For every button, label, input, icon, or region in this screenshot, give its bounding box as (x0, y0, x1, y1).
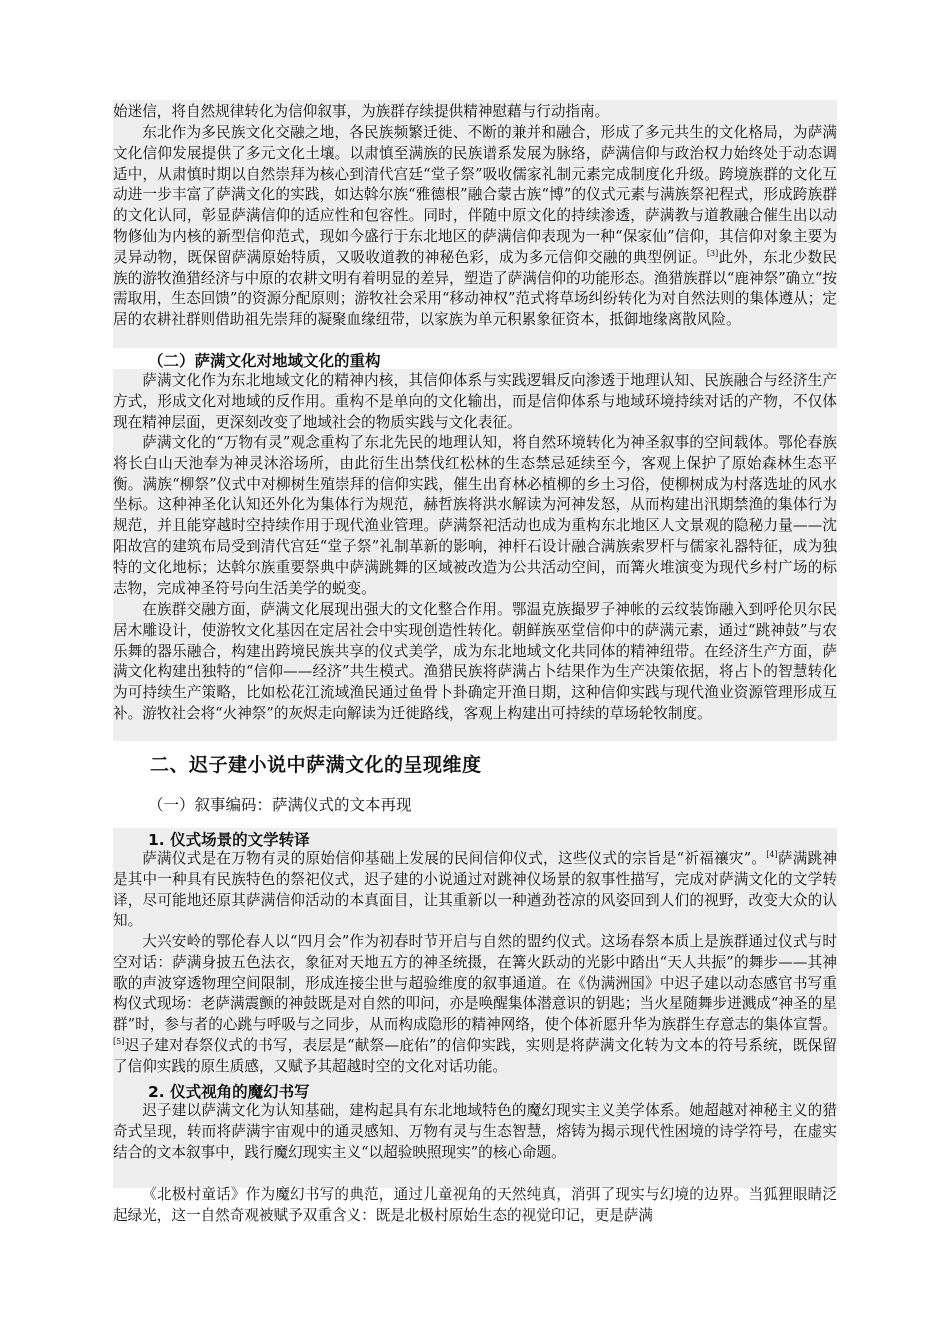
paragraph: 始迷信，将自然规律转化为信仰叙事，为族群存续提供精神慰藉与行动指南。 (113, 103, 610, 120)
paragraph: 大兴安岭的鄂伦春人以“四月会”作为初春时节开启与自然的盟约仪式。这场春祭本质上是族群通过仪式与时空对话：萨满身披五色法衣，象征对天地五方的神圣统摄，在篝火跃动的光影中踏出“天人共振”的舞步——其神歌的声波穿透物理空间限制，形成连接尘世与超验维度的叙事通道。在《伪满洲国》中迟子建以动态感官书写重构仪式现场：老萨满震颤的神鼓既是对自然的叩问，亦是唤醒集体潜意识的钥匙；当火星随舞步迸溅成“神圣的星群”时，参与者的心跳与呼吸与之同步，从而构成隐形的精神网络，使个体祈愿升华为族群生存意志的集体宣誓。[5]迟子建对春祭仪式的书写，表层是“献祭—庇佑”的信仰实践，实则是将萨满文化转为文本的符号系统，既保留了信仰实践的原生质感，又赋予其超越时空的文化对话功能。 (113, 933, 837, 1075)
chapter-heading: 二、迟子建小说中萨满文化的呈现维度 (150, 754, 482, 776)
paragraph: 在族群交融方面，萨满文化展现出强大的文化整合作用。鄂温克族撮罗子神帐的云纹装饰融入到呼伦贝尔民居木雕设计，使游牧文化基因在定居社会中实现创造性转化。朝鲜族巫堂信仰中的萨满元素，通过“跳神鼓”与农乐舞的器乐融合，构建出跨境民族共享的仪式美学，成为东北地域文化共同体的精神纽带。在经济生产方面，萨满文化构建出独特的“信仰——经济”共生模式。渔猎民族将萨满占卜结果作为生产决策依据，将占卜的智慧转化为可持续生产策略，比如松花江流域渔民通过鱼骨卜卦确定开渔日期，这种信仰实践与现代渔业资源管理形成互补。游牧社会将“火神祭”的灰烬走向解读为迁徙路线，客观上构建出可持续的草场轮牧制度。 (113, 601, 837, 722)
paragraph: 东北作为多民族文化交融之地，各民族频繁迁徙、不断的兼并和融合，形成了多元共生的文化格局，为萨满文化信仰发展提供了多元文化土壤。以肃慎至满族的民族谱系发展为脉络，萨满信仰与政治权力始终处于动态调适中，从肃慎时期以自然崇拜为核心到清代宫廷“堂子祭”吸收儒家礼制元素完成制度化升级。跨境族群的文化互动进一步丰富了萨满文化的实践，如达斡尔族“雅德根”融合蒙古族“博”的仪式元素与满族祭祀程式，形成跨族群的文化认同，彰显萨满信仰的适应性和包容性。同时，伴随中原文化的持续渗透，萨满教与道教融合催生出以动物修仙为内核的新型信仰范式，现如今盛行于东北地区的萨满信仰表现为一种“保家仙”信仰，其信仰对象主要为灵异动物，既保留萨满原始特质，又吸收道教的神秘色彩，成为多元信仰交融的典型例证。[3]此外，东北少数民族的游牧渔猎经济与中原的农耕文明有着明显的差异，塑造了萨满信仰的功能形态。渔猎族群以“鹿神祭”确立“按需取用，生态回馈”的资源分配原则；游牧社会采用“移动神权”范式将草场纠纷转化为对自然法则的集体遵从；定居的农耕社群则借助祖先崇拜的凝聚血缘纽带，以家族为单元积累象征资本，抵御地缘离散风险。 (113, 124, 837, 329)
section-heading: （二）萨满文化对地域文化的重构 (148, 352, 381, 370)
paragraph: 《北极村童话》作为魔幻书写的典范，通过儿童视角的天然纯真，消弭了现实与幻境的边界。当狐狸眼睛泛起绿光，这一自然奇观被赋予双重含义：既是北极村原始生态的视觉印记，更是萨满 (113, 1186, 837, 1224)
citation-ref: [4] (766, 850, 778, 860)
section-heading: （一）叙事编码：萨满仪式的文本再现 (148, 796, 412, 814)
subsection-heading: 2. 仪式视角的魔幻书写 (148, 1083, 310, 1101)
citation-ref: [5] (113, 1037, 125, 1047)
paragraph: 萨满文化的“万物有灵”观念重构了东北先民的地理认知，将自然环境转化为神圣叙事的空间载体。鄂伦春族将长白山天池奉为神灵沐浴场所，由此衍生出禁伐红松林的生态禁忌延续至今，客观上保护了原始森林生态平衡。满族“柳祭”仪式中对柳树生殖崇拜的信仰实践，催生出育林必植柳的乡土习俗，使柳树成为村落选址的风水坐标。这种神圣化认知还外化为集体行为规范，赫哲族将洪水解读为河神发怒，从而构建出汛期禁渔的集体行为规范，并且能穿越时空持续作用于现代渔业管理。萨满祭祀活动也成为重构东北地区人文景观的隐秘力量——沈阳故宫的建筑布局受到清代宫廷“堂子祭”礼制革新的影响，神杆石设计融合满族索罗杆与儒家礼器特征，成为独特的文化地标；达斡尔族重要祭典中萨满跳舞的区域被改造为公共活动空间，而篝火堆演变为现代乡村广场的标志物，完成神圣符号向生活美学的蜕变。 (113, 434, 837, 597)
paragraph: 萨满仪式是在万物有灵的原始信仰基础上发展的民间信仰仪式，这些仪式的宗旨是“祈福禳灾”。[4]萨满跳神是其中一种具有民族特色的祭祀仪式，迟子建的小说通过对跳神仪场景的叙事性描写，完成对萨满文化的文学转译，尽可能地还原其萨满信仰活动的本真面目，让其重新以一种遒劲苍凉的风姿回到人们的视野，改变大众的认知。 (113, 850, 837, 930)
citation-ref: [3] (706, 248, 719, 258)
paragraph: 迟子建以萨满文化为认知基础，建构起具有东北地域特色的魔幻现实主义美学体系。她超越对神秘主义的猎奇式呈现，转而将萨满宇宙观中的通灵感知、万物有灵与生态智慧，熔铸为揭示现代性困境的诗学符号，在虚实结合的文本叙事中，践行魔幻现实主义“以超验映照现实”的核心命题。 (113, 1102, 837, 1161)
subsection-heading: 1. 仪式场景的文学转译 (148, 831, 310, 849)
paragraph: 萨满文化作为东北地域文化的精神内核，其信仰体系与实践逻辑反向渗透于地理认知、民族融合与经济生产方式，形成文化对地域的反作用。重构不是单向的文化输出，而是信仰体系与地域环境持续对话的产物，不仅体现在精神层面，更深刻改变了地域社会的物质实践与文化表征。 (113, 372, 837, 431)
